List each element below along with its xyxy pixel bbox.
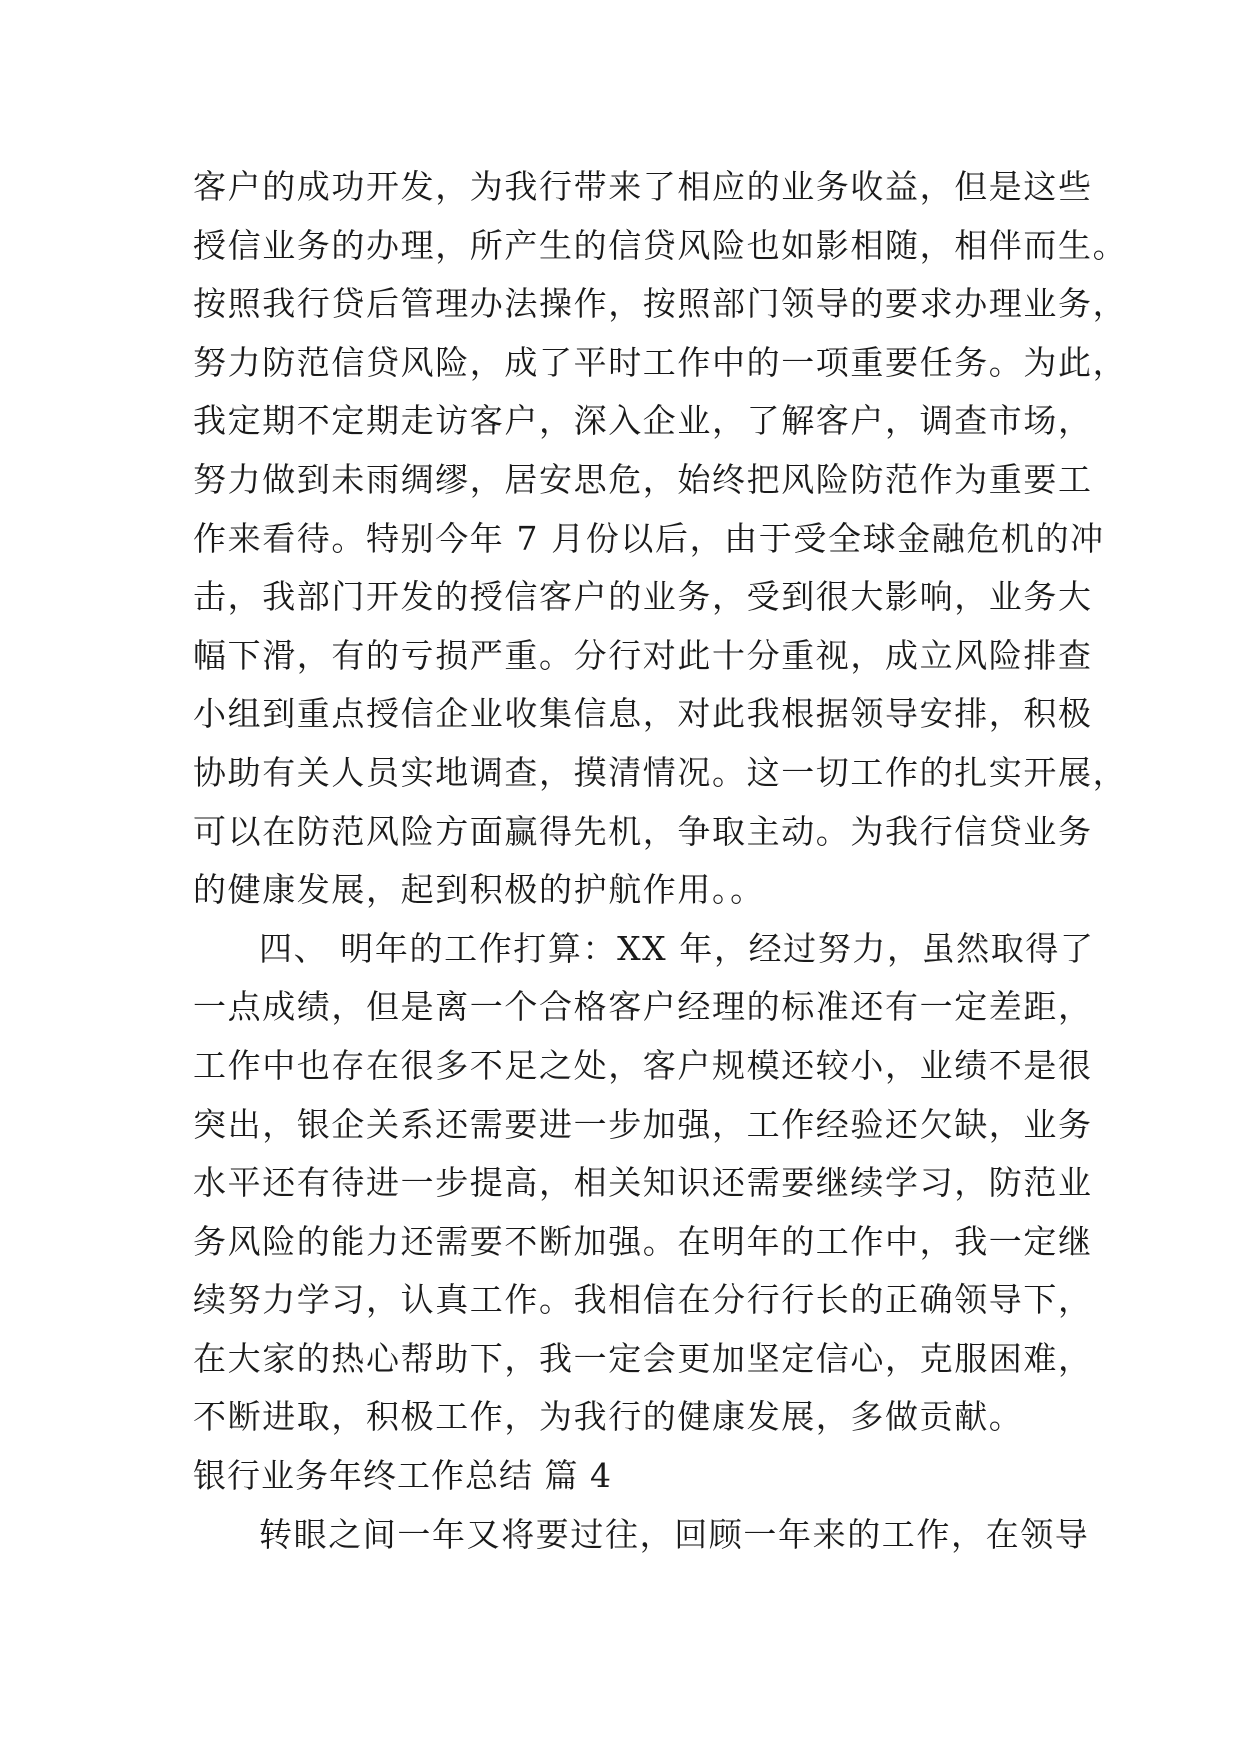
text-line: 按照我行贷后管理办法操作，按照部门领导的要求办理业务，	[193, 284, 1128, 324]
text-line: 击，我部门开发的授信客户的业务，受到很大影响，业务大	[193, 577, 1093, 617]
text-line: 在大家的热心帮助下，我一定会更加坚定信心，克服困难，	[193, 1338, 1093, 1378]
text-line: 水平还有待进一步提高，相关知识还需要继续学习，防范业	[193, 1163, 1093, 1203]
text-line: 四、 明年的工作打算：XX 年，经过努力，虽然取得了	[259, 928, 1095, 968]
paragraph-risk-control	[193, 158, 1128, 920]
text-line: 作来看待。特别今年 7 月份以后，由于受全球金融危机的冲	[193, 518, 1105, 558]
text-line: 幅下滑，有的亏损严重。分行对此十分重视，成立风险排查	[193, 635, 1093, 675]
section-heading: 银行业务年终工作总结 篇 4	[193, 1456, 612, 1496]
text-line: 小组到重点授信企业收集信息，对此我根据领导安排，积极	[193, 694, 1093, 734]
text-line: 一点成绩，但是离一个合格客户经理的标准还有一定差距，	[193, 987, 1093, 1027]
text-line: 客户的成功开发，为我行带来了相应的业务收益，但是这些	[193, 167, 1093, 206]
text-line: 不断进取，积极工作，为我行的健康发展，多做贡献。	[193, 1397, 1024, 1437]
paragraph-next-year-plan	[193, 920, 1095, 1447]
text-line: 工作中也存在很多不足之处，客户规模还较小，业绩不是很	[193, 1045, 1093, 1085]
text-line: 突出，银企关系还需要进一步加强，工作经验还欠缺，业务	[193, 1104, 1093, 1144]
text-line: 转眼之间一年又将要过往，回顾一年来的工作，在领导	[259, 1514, 1090, 1554]
text-line: 的健康发展，起到积极的护航作用。。	[193, 870, 765, 910]
document-body	[193, 158, 1128, 1564]
text-line: 务风险的能力还需要不断加强。在明年的工作中，我一定继	[193, 1221, 1093, 1261]
text-line: 我定期不定期走访客户，深入企业，了解客户，调查市场，	[193, 401, 1093, 441]
text-line: 可以在防范风险方面赢得先机，争取主动。为我行信贷业务	[193, 811, 1093, 851]
text-line: 努力做到未雨绸缪，居安思危，始终把风险防范作为重要工	[193, 459, 1093, 499]
text-line: 协助有关人员实地调查，摸清情况。这一切工作的扎实开展，	[193, 752, 1128, 792]
paragraph-section-4-intro	[193, 1506, 1090, 1565]
text-line: 努力防范信贷风险，成了平时工作中的一项重要任务。为此，	[193, 342, 1128, 382]
text-line: 授信业务的办理，所产生的信贷风险也如影相随，相伴而生。	[193, 225, 1128, 265]
text-line: 续努力学习，认真工作。我相信在分行行长的正确领导下，	[193, 1280, 1093, 1320]
